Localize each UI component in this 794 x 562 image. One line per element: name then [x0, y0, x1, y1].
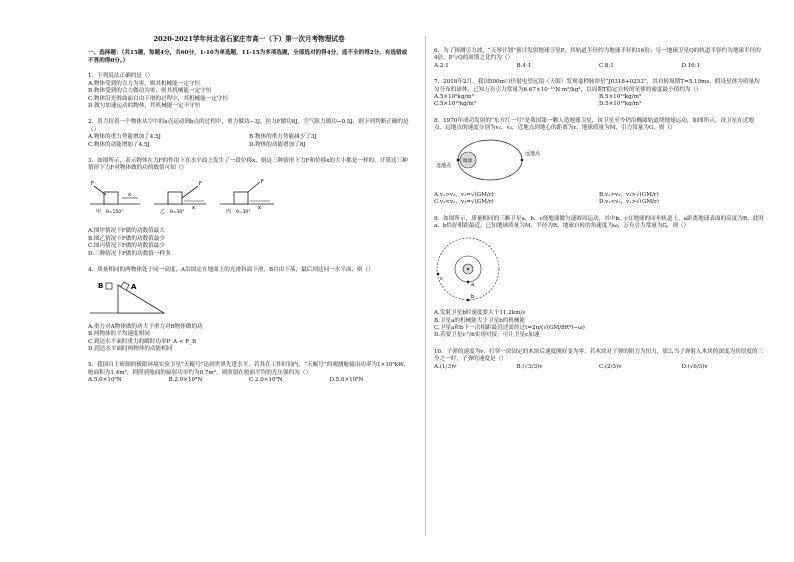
- option: D.三种情况下F做的功数值一样多: [88, 250, 171, 257]
- section-heading: 一、选择题：（共15题，每题4分，共60分，1-10为单选题，11-15为多项选题，全部选对的得4分，选不全的得2分，有选错或不答的得0分。）: [88, 50, 408, 65]
- option: C.物体沿光滑曲面自由下滑的过程中，其机械能一定守恒: [88, 95, 229, 102]
- angle-label: θ=150°: [106, 209, 124, 215]
- figure-caption: 丙: [226, 208, 232, 215]
- displacement-label: x: [192, 204, 195, 211]
- option: C.v₁<v₂，v₁=√(GM/r): [434, 199, 494, 206]
- figure-caption: 乙: [160, 208, 166, 215]
- block-label: B: [98, 282, 104, 291]
- option: D.到达水平面时两物体的动能相同: [88, 345, 173, 352]
- satellite-orbits-diagram: [434, 234, 524, 304]
- option: D.做匀加速运动的物体，其机械能一定不守恒: [88, 103, 201, 110]
- option: D.若要卫星c与b实现对接，可让卫星c加速: [434, 332, 540, 339]
- orbit-point-label: 近地点: [436, 162, 452, 169]
- option: A.图甲情况下F做的功数值最大: [88, 228, 165, 235]
- question-3: [88, 158, 410, 258]
- option: C.5×10¹⁵kg/m³: [434, 101, 477, 108]
- earth-label: 地球: [463, 158, 472, 164]
- force-label: F: [199, 180, 202, 187]
- orbit-point-label: 远地点: [525, 150, 541, 157]
- force-label: F: [91, 180, 94, 187]
- page-title: 2020-2021学年河北省石家庄市高一（下）第一次月考物理试卷: [153, 35, 345, 43]
- incline-diagram: [88, 277, 168, 317]
- question-5: [88, 362, 410, 384]
- option: B.v₁>v₂，v₁>√(GM/r): [599, 192, 659, 199]
- question-9: [434, 216, 764, 340]
- displacement-label: x: [128, 191, 131, 198]
- option: A.2:1: [434, 62, 449, 69]
- option: A.v₁>v₂，v₁=√(GM/r): [434, 192, 494, 199]
- option: D.5.0×10⁸N: [329, 377, 364, 384]
- satellite-label: a: [471, 281, 475, 288]
- option: B.卫星a的机械能大于卫星b的机械能: [434, 317, 526, 324]
- option: B.5×10¹²kg/m³: [599, 94, 642, 101]
- option: C.到达水平面时重力的瞬时功率P_A < P_B: [88, 338, 197, 345]
- option: D.(√6/3)v: [681, 363, 708, 370]
- question-stem: 4．质量相同的两物体处于同一高度，A沿固定在地面上的光滑斜面下滑，B自由下落，最后到达同一水平面，则（）: [88, 266, 374, 273]
- question-1: [88, 73, 410, 110]
- block-label: A: [131, 283, 137, 292]
- option: A.5.0×10⁶N: [88, 377, 122, 384]
- question-10: [434, 349, 764, 371]
- question-stem: 5．我国自主研制的极限环境实验卫星“天鲲号”达到世界先进水平，若其在工作时间内，“天鲲号”的观测舱输出功率为1×10⁶kW，舱面积为1.4m²，则照到舱面的辐射功率约为0.7m²，则照射在舱面平均的光压强约为（）: [88, 362, 410, 376]
- option: C.卫星a和b下一次相距最近还需经过t=2π/(√(GM/8R³)−ω): [434, 324, 585, 331]
- option: B.2.0×10⁸N: [168, 377, 203, 384]
- option: C.2.0×10⁸N: [249, 377, 283, 384]
- option: D.16:1: [681, 62, 701, 69]
- option: A.物体的重力势能增加了4.5J: [88, 134, 161, 141]
- option: C.图丙情况下F做的功数值最少: [88, 243, 165, 250]
- question-4: [88, 267, 410, 353]
- question-stem: 9．如图所示，质量相同的三颗卫星a、b、c绕地球做匀速圆周运动，其中b、c在地球的同步轨道上，a距离地球表面的高度为R，此时a、b恰好相距最近，已知地球质量为M、半径为R、地球自转的角速度为ω，万有引力常量为G，则（）: [434, 215, 764, 230]
- option: C.(2/3)v: [599, 363, 622, 370]
- option: B.两物体的平均速度相同: [88, 331, 150, 338]
- question-7: [434, 79, 764, 109]
- question-stem: 2．用力拉着一个物体从空中的a点运动到b点的过程中，重力做功−3J，拉力F做功8J，空气阻力做功−0.5J，则下列判断正确的是（）: [88, 119, 409, 133]
- option: D.物体的动能增加了8J: [249, 141, 306, 148]
- right-column: [434, 28, 764, 373]
- question-8: [434, 118, 764, 207]
- option: D.v₁<v₂，v₁>√(GM/r): [599, 199, 659, 206]
- option: C.8:1: [599, 62, 614, 69]
- option: B.4:1: [516, 62, 532, 69]
- option: C.物体的动能增加了4.5J: [88, 141, 150, 148]
- question-2: [88, 119, 410, 149]
- option: A.物体受到的合力为零，则其机械能一定守恒: [88, 80, 201, 87]
- satellite-label: c: [440, 275, 443, 282]
- option: B.(√3/3)v: [516, 363, 543, 370]
- question-6: [434, 48, 764, 70]
- angle-label: θ=30°: [236, 209, 251, 215]
- figure-caption: 甲: [96, 208, 102, 215]
- angle-label: θ=30°: [170, 209, 185, 215]
- option: A.发射卫星b时速度要大于11.2km/s: [434, 310, 526, 317]
- elliptical-orbit-diagram: [434, 136, 554, 186]
- question-stem: 1．下列说法正确的是（）: [88, 73, 154, 80]
- option: B.图乙情况下F做的功数值最少: [88, 235, 165, 242]
- option: B.物体受到的合力做功为零，则其机械能一定守恒: [88, 88, 212, 95]
- question-stem: 3．如图所示，表示物体在力F的作用下在水平面上发生了一段位移x，则这三种情形下力F和位移x的大小都是一样的，计算这三种情形下力F对物体做的功的数值可知（）: [88, 158, 408, 172]
- force-block-diagrams: [88, 176, 278, 222]
- displacement-label: x: [258, 204, 261, 211]
- option: A.(1/3)v: [434, 363, 457, 370]
- left-column: [88, 28, 410, 387]
- column-divider: [425, 36, 426, 536]
- option: D.5×10¹⁸kg/m³: [599, 101, 642, 108]
- satellite-label: b: [471, 293, 475, 300]
- force-label: F: [261, 178, 264, 185]
- option: B.物体的重力势能减少了3J: [249, 134, 317, 141]
- option: A.5×10⁹kg/m³: [434, 94, 474, 101]
- option: A.重力对A物体做的功大于重力对B物体做的功: [88, 323, 203, 330]
- question-stem: 7．2018年2月，我国500m口径射电望远镜（天眼）发现毫秒脉冲星“J0318+0253”，其自转周期T=5.19ms，假设星体为质量均匀分布的球体，已知万有引力常量为6.67×10⁻¹¹N·m²/kg²，以周期T稳定自转的星体的密度最小值约为（）: [434, 79, 760, 93]
- question-stem: 8．1970年成功发射的“东方红一号”是我国第一颗人造地球卫星，该卫星至今仍沿椭圆轨道绕地球运动，如图所示，设卫星在近地点、远地点的速度分别为v₁、v₂，近地点到地心的距离为r，地球质量为M，引力常量为G，则（）: [434, 117, 754, 132]
- question-stem: 6．为了探测引力波，“天琴计划”预计发射地球卫星P，其轨道半径约为地球半径的16倍；另一地球卫星Q的轨道半径约为地球半径的4倍，P与Q的周期之比约为（）: [434, 48, 761, 62]
- question-stem: 10．子弹的速度为v，打穿一块固定的木块后速度刚好变为零，若木块对子弹的阻力为恒力，那么当子弹射入木块的深度为其厚度的三分之一时，子弹的速度是（）: [434, 348, 764, 363]
